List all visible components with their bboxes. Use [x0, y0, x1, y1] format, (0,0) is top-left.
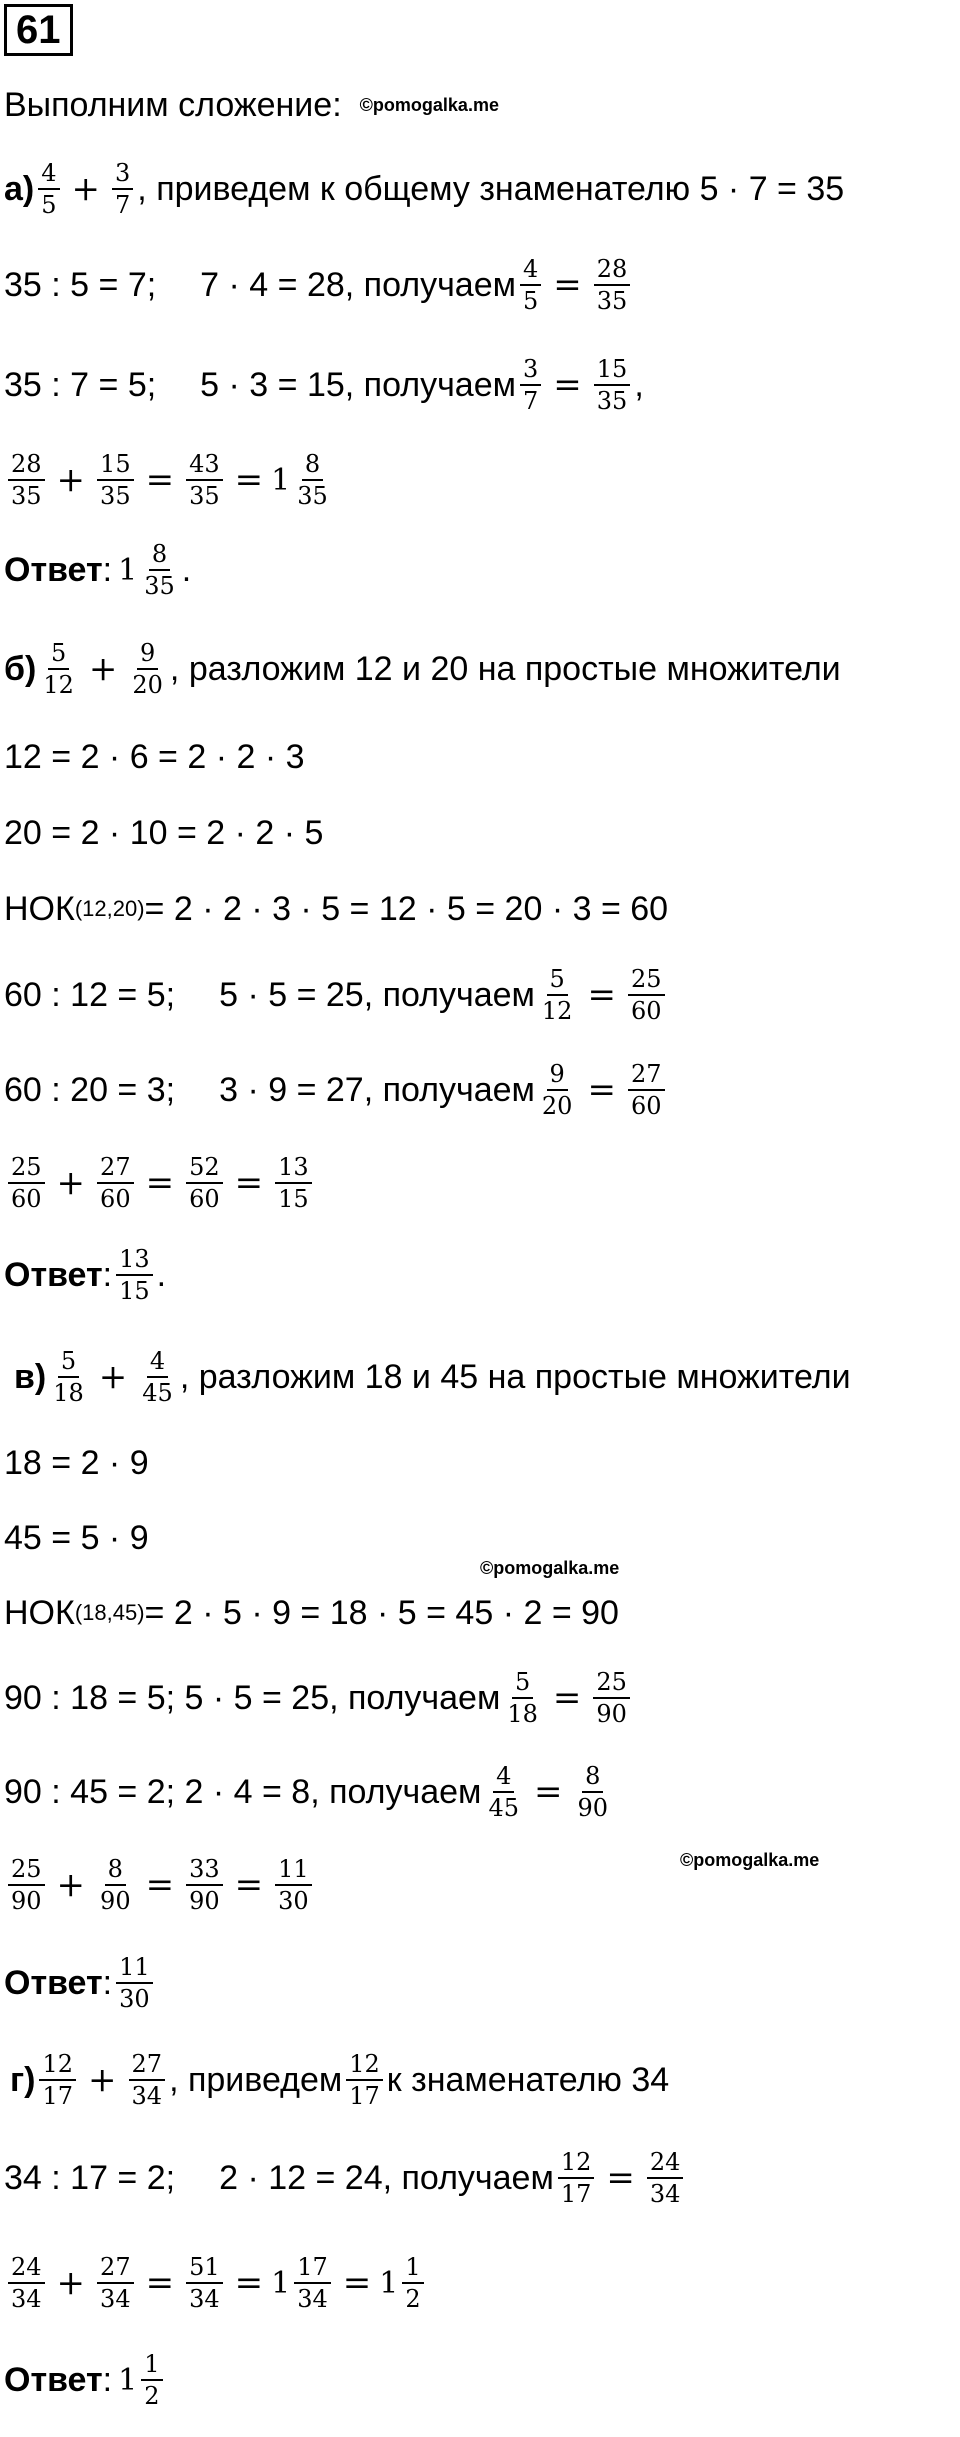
part-b-nok: [4, 874, 668, 944]
intro-line: [4, 70, 499, 140]
part-c-nok: [4, 1578, 619, 1648]
part-d-answer: Ответ : 1 $\frac{1}{2}$: [4, 2345, 167, 2415]
fraction-4-5: $\frac{4}{5}$: [38, 159, 59, 219]
part-b-line-4: 60 : 12 = 5; 5 · 5 = 25, получаем $\frac{5}{12}$ = $\frac{25}{60}$: [4, 960, 669, 1030]
part-a-l2-pre: 35 : 5 = 7;: [4, 265, 157, 304]
intro-text: Выполним сложение:: [4, 85, 342, 124]
part-c-answer: Ответ : $\frac{11}{30}$: [4, 1948, 157, 2018]
part-c-label: в): [14, 1357, 47, 1396]
part-a-answer: Ответ : 1 $\frac{8}{35}$ .: [4, 540, 192, 600]
part-c-head-text: , разложим 18 и 45 на простые множители: [179, 1357, 851, 1396]
part-a-l3-pre: 35 : 7 = 5;: [4, 365, 157, 404]
part-c-sum: $\frac{25}{90}$ + $\frac{8}{90}$ = $\frac{33}{90}$ = $\frac{11}{30}$: [4, 1850, 316, 1920]
part-a-heading: а) $\frac{4}{5}$ + $\frac{3}{7}$ , приведем к общему знаменателю 5 · 7 = 35: [4, 159, 845, 219]
watermark-lower: ©pomogalka.me: [680, 1850, 820, 1870]
part-d-label: г): [10, 2060, 36, 2099]
part-a-label: а): [4, 169, 35, 208]
part-d-sum: $\frac{24}{34}$ + $\frac{27}{34}$ = $\frac{51}{34}$ = 1 $\frac{17}{34}$ = 1 $\frac{1}{2}$: [4, 2248, 428, 2318]
part-b-line-2: 20 = 2 · 10 = 2 · 2 · 5: [4, 813, 324, 852]
part-a-head-text: , приведем к общему знаменателю 5 · 7 = 35: [137, 169, 845, 208]
nok-label-b: НОК: [4, 889, 75, 928]
watermark-top: ©pomogalka.me: [359, 94, 499, 115]
part-a-sum: $\frac{28}{35}$ + $\frac{15}{35}$ = $\frac{43}{35}$ = 1 $\frac{8}{35}$: [4, 445, 335, 515]
part-b-line-5: 60 : 20 = 3; 3 · 9 = 27, получаем $\frac{9}{20}$ = $\frac{27}{60}$: [4, 1055, 669, 1125]
nok-sub-c: (18,45): [74, 1600, 145, 1625]
nok-sub-b: (12,20): [74, 896, 145, 921]
part-b-sum: $\frac{25}{60}$ + $\frac{27}{60}$ = $\frac{52}{60}$ = $\frac{13}{15}$: [4, 1148, 316, 1218]
part-a-line-2: 35 : 5 = 7; 7 · 4 = 28, получаем $\frac{4}{5}$ = $\frac{28}{35}$: [4, 250, 634, 320]
part-b-heading: б) $\frac{5}{12}$ + $\frac{9}{20}$ , разложим 12 и 20 на простые множители: [4, 639, 841, 699]
part-d-heading: г) $\frac{12}{17}$ + $\frac{27}{34}$ , приведем $\frac{12}{17}$ к знаменателю 34: [10, 2050, 670, 2110]
part-b-label: б): [4, 649, 37, 688]
part-d-line-2: 34 : 17 = 2; 2 · 12 = 24, получаем $\frac{12}{17}$ = $\frac{24}{34}$: [4, 2143, 687, 2213]
nok-rest-b: = 2 · 2 · 3 · 5 = 12 · 5 = 20 · 3 = 60: [144, 889, 669, 928]
part-c-heading: в) $\frac{5}{18}$ + $\frac{4}{45}$ , разложим 18 и 45 на простые множители: [14, 1347, 851, 1407]
answer-label-c: Ответ: [4, 1963, 103, 2002]
part-d-l2-pre: 34 : 17 = 2;: [4, 2158, 176, 2197]
part-c-line-5: 90 : 45 = 2; 2 · 4 = 8, получаем $\frac{4}{45}$ = $\frac{8}{90}$: [4, 1762, 609, 1822]
exercise-number: 61: [4, 4, 73, 56]
part-b-l5-mid: 3 · 9 = 27, получаем: [219, 1070, 535, 1109]
part-b-l5-pre: 60 : 20 = 3;: [4, 1070, 176, 1109]
part-c-line-2: 45 = 5 · 9: [4, 1518, 149, 1557]
part-b-l4-mid: 5 · 5 = 25, получаем: [219, 975, 535, 1014]
part-a-line-3: 35 : 7 = 5; 5 · 3 = 15, получаем $\frac{3}{7}$ = $\frac{15}{35}$ ,: [4, 355, 644, 415]
part-c-l5-text: 90 : 45 = 2; 2 · 4 = 8, получаем: [4, 1772, 482, 1811]
fraction-3-7: $\frac{3}{7}$: [112, 159, 133, 219]
answer-label-d: Ответ: [4, 2360, 103, 2399]
part-b-answer: Ответ : $\frac{13}{15}$ .: [4, 1245, 167, 1305]
nok-label-c: НОК: [4, 1593, 75, 1632]
part-c-l4-text: 90 : 18 = 5; 5 · 5 = 25, получаем: [4, 1678, 501, 1717]
answer-label-b: Ответ: [4, 1255, 103, 1294]
part-b-head-text: , разложим 12 и 20 на простые множители: [169, 649, 841, 688]
part-d-l2-mid: 2 · 12 = 24, получаем: [219, 2158, 554, 2197]
part-a-l2-mid: 7 · 4 = 28, получаем: [200, 265, 516, 304]
part-b-l4-pre: 60 : 12 = 5;: [4, 975, 176, 1014]
part-d-head-end: к знаменателю 34: [386, 2060, 670, 2099]
nok-rest-c: = 2 · 5 · 9 = 18 · 5 = 45 · 2 = 90: [144, 1593, 619, 1632]
part-a-l3-mid: 5 · 3 = 15, получаем: [200, 365, 516, 404]
watermark-mid: ©pomogalka.me: [480, 1558, 620, 1578]
answer-label-a: Ответ: [4, 550, 103, 589]
part-d-head-mid: , приведем: [169, 2060, 343, 2099]
part-c-line-4: 90 : 18 = 5; 5 · 5 = 25, получаем $\frac{5}{18}$ = $\frac{25}{90}$: [4, 1663, 634, 1733]
part-c-line-1: 18 = 2 · 9: [4, 1443, 149, 1482]
part-b-line-1: 12 = 2 · 6 = 2 · 2 · 3: [4, 737, 305, 776]
